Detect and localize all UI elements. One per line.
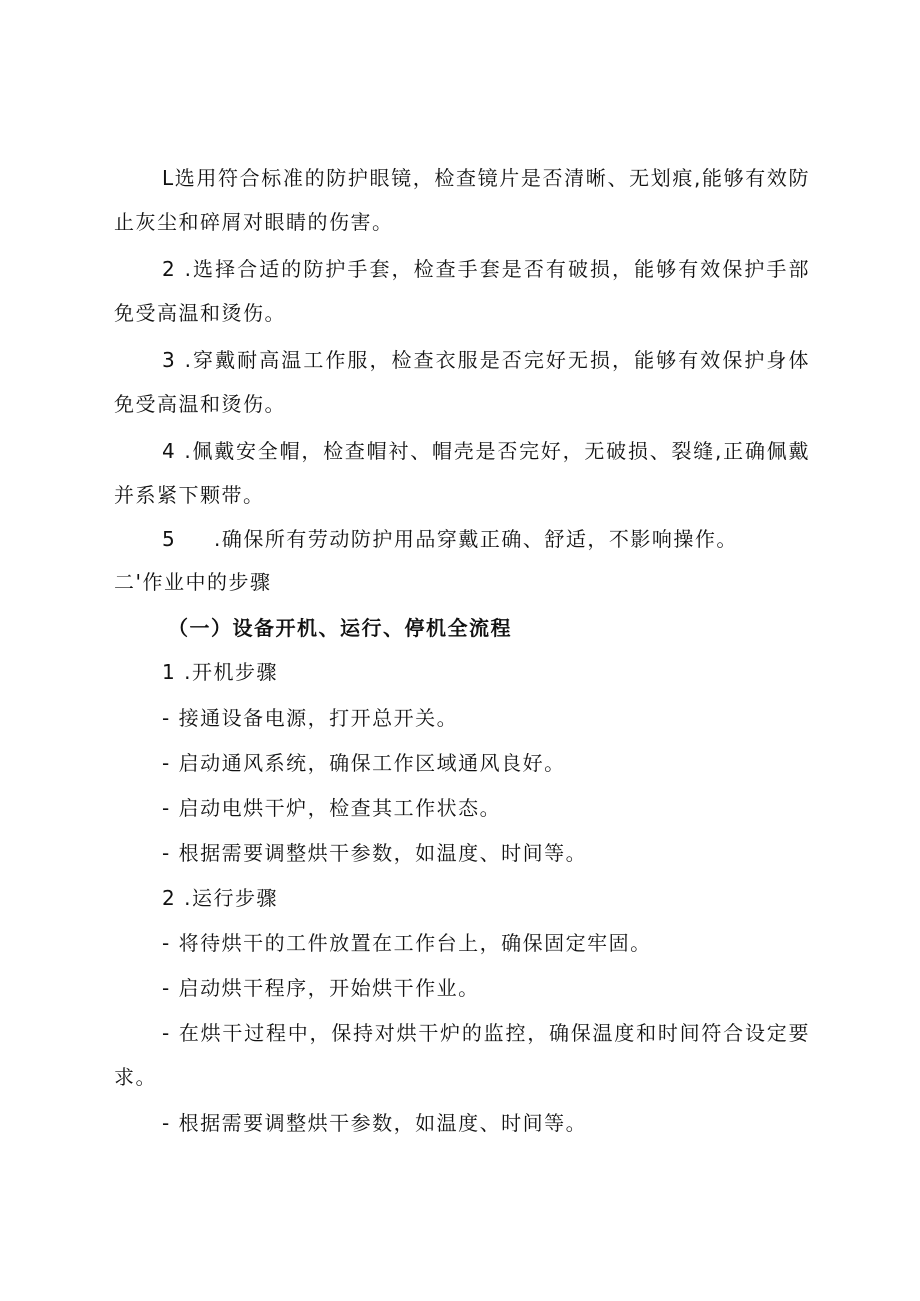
prep-item-4-line-2: 并系紧下颗带。 [114,483,265,507]
prep-item-1-line-2: 止灰尘和碎屑对眼睛的伤害。 [114,210,394,234]
startup-title: 1 .开机步骤 [162,660,278,684]
prep-item-3-line-1: 3 .穿戴耐高温工作服，检查衣服是否完好无损，能够有效保护身体 [162,348,810,372]
startup-step-2: - 启动通风系统，确保工作区域通风良好。 [162,751,566,775]
running-step-2: - 启动烘干程序，开始烘干作业。 [162,976,480,1000]
running-step-4: - 根据需要调整烘干参数，如温度、时间等。 [162,1111,588,1135]
running-title: 2 .运行步骤 [162,886,278,910]
prep-item-5-text: .确保所有劳动防护用品穿戴正确、舒适，不影响操作。 [214,527,738,551]
prep-item-1-line-1: L选用符合标准的防护眼镜，检查镜片是否清晰、无划痕,能够有效防 [162,166,810,190]
subsection-heading: （一）设备开机、运行、停机全流程 [168,616,512,640]
prep-item-2-line-2: 免受高温和烫伤。 [114,301,286,325]
running-step-3-line-1: - 在烘干过程中，保持对烘干炉的监控，确保温度和时间符合设定要 [162,1021,810,1045]
startup-step-3: - 启动电烘干炉，检查其工作状态。 [162,796,502,820]
prep-item-3-line-2: 免受高温和烫伤。 [114,392,286,416]
running-step-1: - 将待烘干的工件放置在工作台上，确保固定牢固。 [162,931,652,955]
prep-item-2-line-1: 2 .选择合适的防护手套，检查手套是否有破损，能够有效保护手部 [162,257,810,281]
running-step-3-line-2: 求。 [114,1065,157,1089]
startup-step-1: - 接通设备电源，打开总开关。 [162,706,459,730]
startup-step-4: - 根据需要调整烘干参数，如温度、时间等。 [162,841,588,865]
prep-item-4-line-1: 4 .佩戴安全帽，检查帽衬、帽壳是否完好，无破损、裂缝,正确佩戴 [162,439,810,463]
section-heading: 二'作业中的步骤 [114,570,272,594]
prep-item-5-number: 5 [162,527,177,551]
